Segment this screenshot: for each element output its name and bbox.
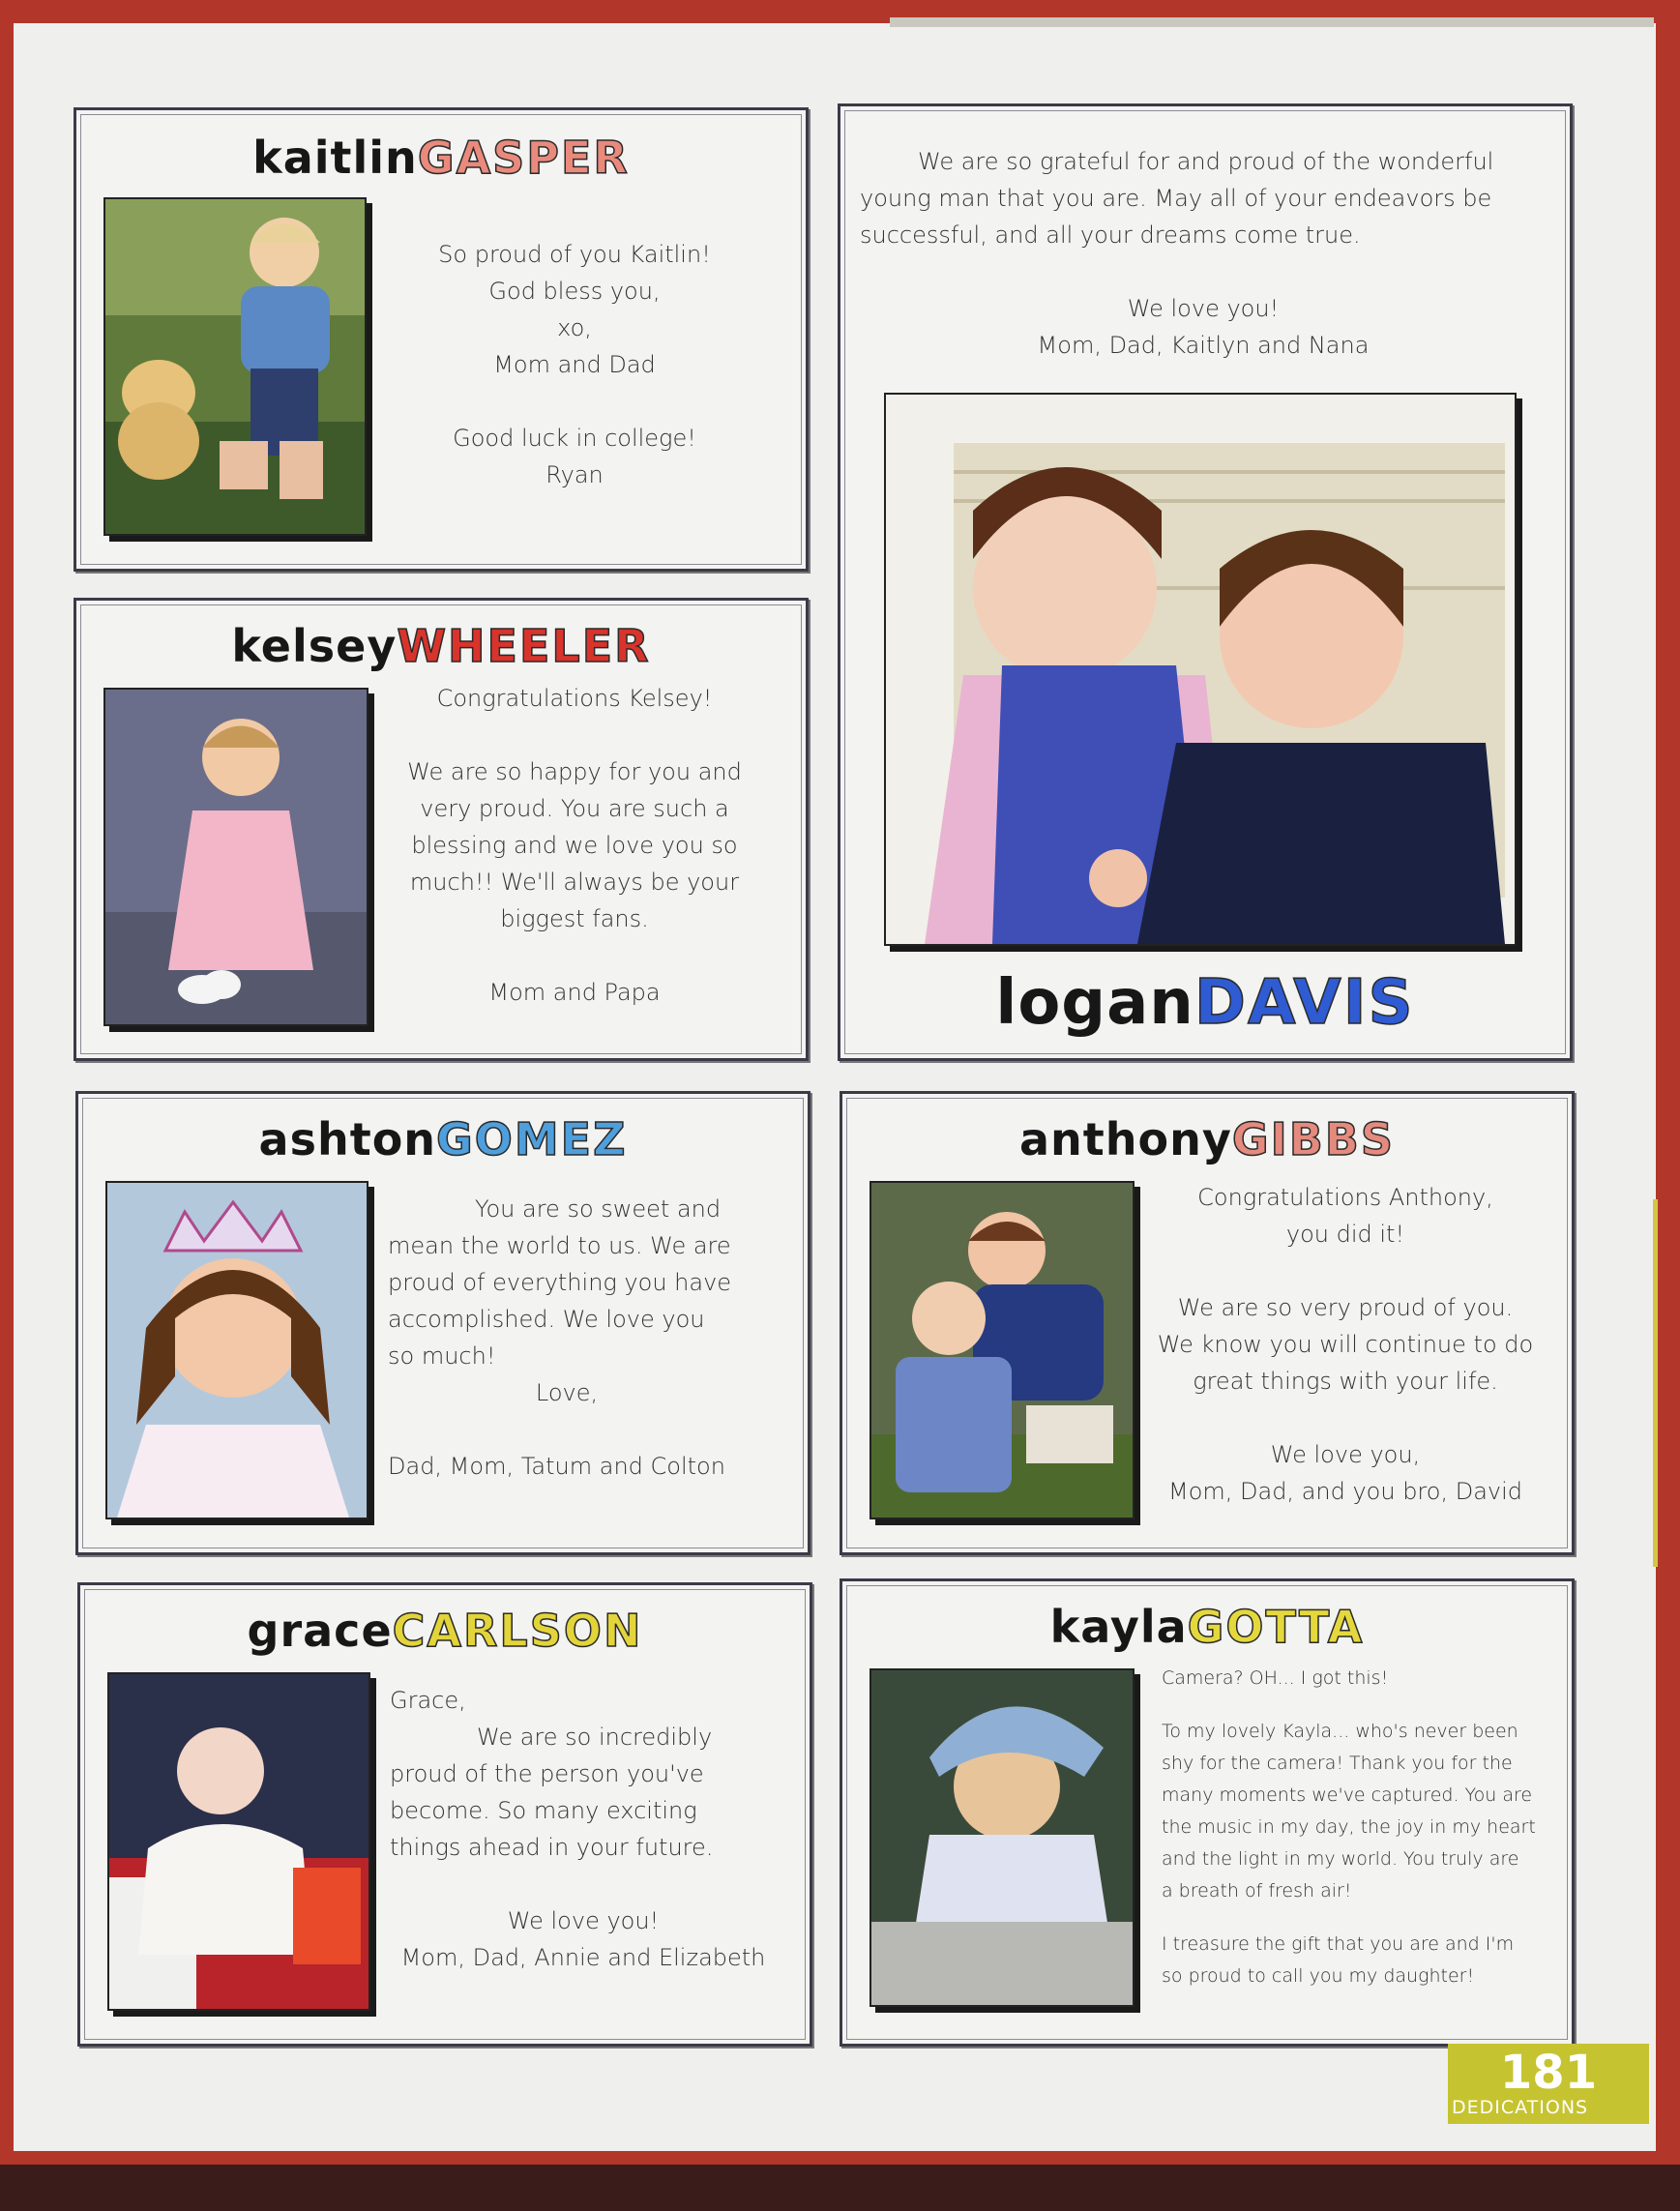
first-name: kelsey	[231, 620, 398, 672]
dedication-kayla	[840, 1578, 1575, 2047]
dedication-ashton	[75, 1091, 811, 1555]
last-name: GASPER	[417, 132, 630, 184]
page-number: 181	[1499, 2046, 1598, 2100]
first-name: kayla	[1049, 1601, 1188, 1653]
dedication-message: Camera? OH... I got this! To my lovely Kayla... who's never been shy for the camera! Thank you for the many moments we've captured. You are the music in my day, the joy in my heart and the light in my world. You truly are a breath of fresh air! I treasure the gift that you are and I'm so proud to call you my daughter!	[1162, 1667, 1536, 1987]
dedication-name	[76, 132, 806, 184]
page-edge-accent	[1653, 1199, 1658, 1567]
page-edge-strip	[890, 17, 1654, 27]
photo-two-toddlers	[884, 393, 1517, 946]
dedication-name	[78, 1113, 808, 1165]
page-number-tab	[1448, 2044, 1649, 2124]
last-name: WHEELER	[397, 620, 651, 672]
dedication-message: We are so grateful for and proud of the wonderful young man that you are. May all of your endeavors be successful, and all your dreams come true. We love you! Mom, Dad, Kaitlyn and Nana	[860, 148, 1494, 359]
last-name: GOTTA	[1187, 1601, 1365, 1653]
photo-toddler-pink-dress	[103, 688, 368, 1026]
dedication-message: Congratulations Kelsey! We are so happy for you and very proud. You are such a blessing and we love you so much!! We'll always be your biggest fans. Mom and Papa	[407, 685, 742, 1006]
dedication-message: You are so sweet and mean the world to us. We are proud of everything you have accomplished. We love you so much! Love, Dad, Mom, Tatum and Colton	[388, 1195, 732, 1480]
dedication-kaitlin	[74, 107, 809, 572]
first-name: logan	[995, 967, 1194, 1039]
dedication-name	[840, 967, 1570, 1039]
dedication-message: So proud of you Kaitlin! God bless you, xo, Mom and Dad Good luck in college! Ryan	[438, 241, 711, 488]
dedication-kelsey	[74, 598, 809, 1061]
dedication-logan	[838, 103, 1573, 1061]
last-name: CARLSON	[392, 1605, 643, 1657]
photo-two-brothers	[869, 1181, 1135, 1519]
dedication-message: Congratulations Anthony, you did it! We are so very proud of you. We know you will continue to do great things with your life. We love you, Mom, Dad, and you bro, David	[1157, 1184, 1534, 1505]
dedication-name	[76, 620, 806, 672]
bottom-band	[0, 2165, 1680, 2211]
dedication-anthony	[840, 1091, 1575, 1555]
last-name: GOMEZ	[436, 1113, 628, 1165]
dedication-name	[80, 1605, 810, 1657]
section-label: DEDICATIONS	[1452, 2097, 1589, 2118]
first-name: anthony	[1019, 1113, 1232, 1165]
photo-baby-in-hat	[869, 1668, 1135, 2007]
first-name: kaitlin	[252, 132, 418, 184]
photo-baby-in-white	[107, 1672, 370, 2011]
dedication-message: Grace, We are so incredibly proud of the person you've become. So many exciting things ahead in your future. We love you! Mom, Dad, Annie and Elizabeth	[390, 1687, 766, 1971]
photo-girl-with-puppy	[103, 197, 367, 536]
photo-girl-with-tiara	[105, 1181, 368, 1519]
dedication-grace	[77, 1582, 812, 2047]
first-name: ashton	[258, 1113, 437, 1165]
first-name: grace	[247, 1605, 393, 1657]
last-name: DAVIS	[1194, 967, 1415, 1039]
dedication-name	[842, 1601, 1572, 1653]
dedication-name	[842, 1113, 1572, 1165]
last-name: GIBBS	[1231, 1113, 1395, 1165]
